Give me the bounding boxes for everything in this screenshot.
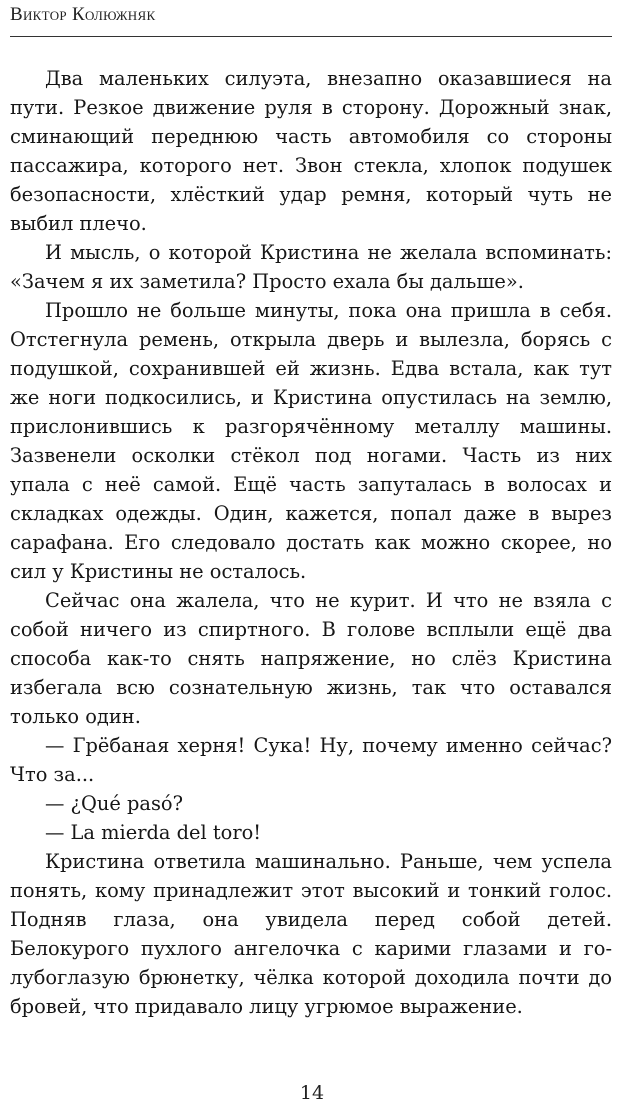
page-number: 14 bbox=[299, 1082, 325, 1104]
dialogue-line: — Грёбаная херня! Сука! Ну, почему именно сейчас? Что за... bbox=[10, 734, 612, 786]
paragraph: Два маленьких силуэта, внезапно оказавшиеся на пути. Резкое движение руля в сторону. Дорожный знак, сминающий переднюю часть автомобиля со стороны пассажира, которого нет. Звон стекла, хлопок подушек безопасности, хлёсткий удар ремня, который чуть не выбил плечо. bbox=[10, 67, 612, 235]
dialogue-line: — ¿Qué pasó? bbox=[45, 792, 183, 815]
running-head-author: Виктор Колюжняк bbox=[10, 4, 156, 25]
body-text bbox=[10, 64, 612, 1021]
paragraph: Кристина ответила машинально. Раньше, чем успела понять, кому принадлежит этот высокий и тонкий голос. Подняв глаза, она увидела перед собой детей. Белокурого пухлого ангелочка с карими глазами и голубоглазую брюнетку, чёлка которой доходила почти до бровей, что придавало лицу угрюмое выражение. bbox=[10, 850, 612, 1018]
dialogue-line: — La mierda del toro! bbox=[45, 821, 262, 844]
paragraph: И мысль, о которой Кристина не желала вспоминать: «Зачем я их заметила? Просто ехала бы дальше». bbox=[10, 241, 612, 293]
paragraph: Сейчас она жалела, что не курит. И что не взяла с собой ничего из спиртного. В голове всплыли ещё два способа как-то снять напряжение, но слёз Кристина избегала всю сознательную жизнь, так что оставался только один. bbox=[10, 589, 612, 728]
header-divider bbox=[10, 36, 612, 37]
paragraph: Прошло не больше минуты, пока она пришла в себя. Отстегнула ремень, открыла дверь и вылезла, борясь с подушкой, сохранившей ей жизнь. Едва встала, как тут же ноги подкосились, и Кристина опустилась на землю, прислонившись к разгорячённому металлу машины. Зазвенели осколки стёкол под ногами. Часть из них упала с неё самой. Ещё часть запуталась в волосах и складках одежды. Один, кажется, попал даже в вырез сарафана. Его следовало достать как можно скорее, но сил у Кристины не осталось. bbox=[10, 299, 612, 583]
